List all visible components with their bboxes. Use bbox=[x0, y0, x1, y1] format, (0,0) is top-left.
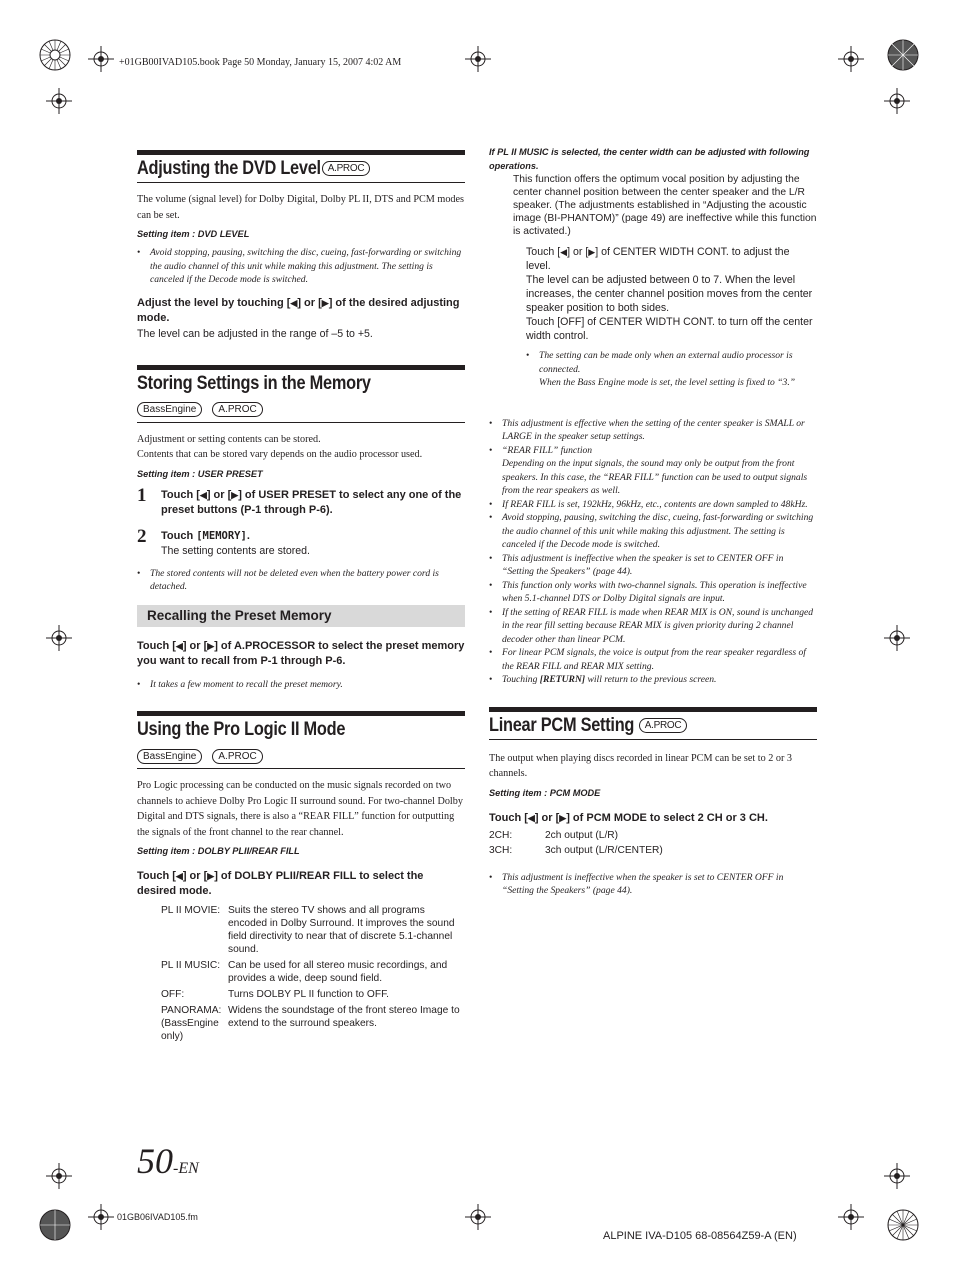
instr-text: ] of DOLBY PLII/REAR FILL to select the desired mode. bbox=[137, 870, 424, 897]
page-number-value: 50 bbox=[137, 1141, 173, 1181]
section-title: Linear PCM Setting bbox=[489, 714, 635, 736]
note-item bbox=[489, 673, 817, 687]
bassengine-badge: BassEngine bbox=[137, 749, 202, 764]
instr-text: ] or [ bbox=[182, 870, 208, 882]
mode-row bbox=[489, 829, 817, 842]
mode-desc: Suits the stereo TV shows and all programs encoded in Dolby Surround. It improves the sound field directivity to near that of discrete 5.1-channel sound. bbox=[228, 905, 455, 955]
left-arrow-icon: ◀ bbox=[199, 489, 207, 500]
crosshair-mark bbox=[465, 46, 491, 72]
left-arrow-icon: ◀ bbox=[175, 640, 183, 651]
right-arrow-icon: ▶ bbox=[559, 812, 567, 823]
recall-instruction bbox=[137, 639, 465, 669]
instr-text: ] or [ bbox=[567, 246, 589, 258]
mode-desc: Widens the soundstage of the front stereo Image to extend to the surround speakers. bbox=[228, 1005, 460, 1029]
left-arrow-icon: ◀ bbox=[290, 297, 298, 308]
crosshair-mark bbox=[884, 625, 910, 651]
prologic-mode-list bbox=[161, 904, 465, 1043]
note-text: “REAR FILL” function bbox=[502, 444, 593, 456]
memory-step-2 bbox=[137, 525, 465, 558]
book-info: +01GB00IVAD105.book Page 50 Monday, January 15, 2007 4:02 AM bbox=[119, 57, 402, 68]
aproc-badge: A.PROC bbox=[322, 161, 371, 176]
crosshair-mark bbox=[88, 1204, 114, 1230]
crosshair-mark bbox=[88, 46, 114, 72]
section-memory-heading bbox=[137, 365, 465, 397]
section-prologic-heading bbox=[137, 711, 465, 743]
memory-intro-2: Contents that can be stored vary depends on the audio processor used. bbox=[137, 449, 423, 460]
model-info: ALPINE IVA-D105 68-08564Z59-A (EN) bbox=[603, 1230, 797, 1242]
note-item: • This adjustment is effective when the setting of the center speaker is SMALL or LARGE in the speaker setup settings. bbox=[489, 417, 817, 444]
mode-row bbox=[161, 959, 465, 985]
right-arrow-icon: ▶ bbox=[231, 489, 239, 500]
center-width-off: Touch [OFF] of CENTER WIDTH CONT. to turn off the center width control. bbox=[526, 316, 813, 342]
note-item: • This function only works with two-channel signals. This operation is ineffective when 5.1-channel DTS or Dolby Digital signals are input. bbox=[489, 579, 817, 606]
sub-note-text: When the Bass Engine mode is set, the level setting is fixed to “3.” bbox=[539, 377, 796, 388]
instr-text: Touch [ bbox=[526, 246, 561, 258]
note-item: • If REAR FILL is set, 192kHz, 96kHz, etc., contents are down sampled to 48kHz. bbox=[489, 498, 817, 512]
instr-text: Touch [ bbox=[161, 488, 200, 501]
section-dvd-level-heading bbox=[137, 150, 465, 183]
dvd-level-instruction bbox=[137, 296, 465, 326]
bassengine-badge: BassEngine bbox=[137, 402, 202, 417]
right-arrow-icon: ▶ bbox=[207, 871, 215, 881]
dvd-level-range: The level can be adjusted in the range of –5 to +5. bbox=[137, 327, 373, 340]
memory-setting-item: Setting item : USER PRESET bbox=[137, 468, 263, 479]
right-arrow-icon: ▶ bbox=[588, 247, 596, 257]
registration-mark-bottom-left bbox=[38, 1208, 72, 1242]
crosshair-mark bbox=[46, 88, 72, 114]
left-arrow-icon: ◀ bbox=[560, 247, 568, 257]
right-column bbox=[489, 146, 817, 898]
instr-text: ] or [ bbox=[297, 296, 322, 309]
note-item: • Avoid stopping, pausing, switching the disc, cueing, fast-forwarding or switching the audio channel of this unit while making this adjustment. The setting is canceled if the Decode mode is switched. bbox=[489, 511, 817, 552]
memory-step-1 bbox=[137, 484, 465, 518]
instr-text: ] of PCM MODE to select 2 CH or 3 CH. bbox=[566, 811, 768, 824]
dvd-level-setting-item: Setting item : DVD LEVEL bbox=[137, 229, 250, 239]
aproc-badge: A.PROC bbox=[639, 718, 688, 733]
mode-term: PL II MUSIC: bbox=[161, 960, 221, 971]
step-text bbox=[161, 488, 465, 518]
instr-text: ] or [ bbox=[182, 639, 208, 652]
instr-text: ] of CENTER WIDTH CONT. to adjust the level. bbox=[526, 246, 790, 272]
instr-text: Touch [ bbox=[137, 639, 176, 652]
mode-row bbox=[161, 904, 465, 956]
section-pcm-heading bbox=[489, 707, 817, 740]
mode-term: 2CH: bbox=[489, 829, 513, 841]
page-number bbox=[137, 1140, 199, 1182]
right-arrow-icon: ▶ bbox=[207, 640, 215, 651]
prologic-setting-item: Setting item : DOLBY PLII/REAR FILL bbox=[137, 846, 300, 856]
recall-note: • It takes a few moment to recall the preset memory. bbox=[137, 678, 465, 692]
left-column bbox=[137, 150, 465, 1046]
memory-badges bbox=[137, 401, 465, 423]
memory-intro-1: Adjustment or setting contents can be stored. bbox=[137, 433, 321, 445]
memory-key-label: [MEMORY] bbox=[196, 529, 247, 542]
center-width-sub-note bbox=[526, 349, 817, 390]
left-arrow-icon: ◀ bbox=[527, 812, 535, 823]
note-item: • This adjustment is ineffective when the speaker is set to CENTER OFF in “Setting the Speakers” (page 44). bbox=[489, 552, 817, 579]
instr-text: . bbox=[246, 529, 250, 542]
section-title: Storing Settings in the Memory bbox=[137, 372, 371, 394]
prologic-badges bbox=[137, 747, 465, 769]
prologic-instruction bbox=[137, 869, 465, 899]
mode-desc: 3ch output (L/R/CENTER) bbox=[545, 844, 663, 856]
step-sub-text: The setting contents are stored. bbox=[161, 544, 310, 557]
note-text: will return to the previous screen. bbox=[585, 674, 717, 685]
center-width-range: The level can be adjusted between 0 to 7. When the level increases, the center channel position moves from the center speaker position to both sides. bbox=[526, 274, 813, 314]
instr-text: ] of the desired adjusting mode. bbox=[137, 296, 460, 324]
aproc-badge: A.PROC bbox=[212, 749, 262, 764]
mode-term: 3CH: bbox=[489, 844, 513, 856]
dvd-level-intro: The volume (signal level) for Dolby Digital, Dolby PL II, DTS and PCM modes can be set. bbox=[137, 194, 464, 221]
dvd-level-note: • Avoid stopping, pausing, switching the disc, cueing, fast-forwarding or switching the audio channel of this unit while making this adjustment. The setting is canceled if the Decode mode is switched. bbox=[137, 246, 465, 287]
note-text: Touching bbox=[502, 674, 540, 685]
crosshair-mark bbox=[465, 1204, 491, 1230]
note-item: • If the setting of REAR FILL is made when REAR MIX is ON, sound is unchanged in the rear fill setting because REAR MIX is given priority during 2 channel decoder other than linear PCM. bbox=[489, 606, 817, 647]
center-width-heading: If PL II MUSIC is selected, the center width can be adjusted with following operations. bbox=[489, 147, 810, 171]
recall-subheading: Recalling the Preset Memory bbox=[137, 605, 465, 627]
crosshair-mark bbox=[838, 46, 864, 72]
file-name: 01GB06IVAD105.fm bbox=[117, 1212, 198, 1222]
mode-row bbox=[161, 988, 465, 1001]
left-arrow-icon: ◀ bbox=[175, 871, 183, 881]
note-item bbox=[489, 444, 817, 498]
section-title: Using the Pro Logic II Mode bbox=[137, 719, 346, 740]
mode-desc: Can be used for all stereo music recordings, and provides a wide, deep sound field. bbox=[228, 960, 448, 984]
registration-mark-top-right bbox=[886, 38, 920, 72]
crosshair-mark bbox=[46, 1163, 72, 1189]
instr-text: ] or [ bbox=[206, 488, 232, 501]
instr-text: Touch [ bbox=[489, 811, 528, 824]
prologic-intro: Pro Logic processing can be conducted on the music signals recorded on two channels to achieve Dolby Pro Logic II surround sound. For two-channel Dolby Digital and DTS signals, there is also a “REAR FILL” function for outputting the signals of the front channel to the rear channel. bbox=[137, 780, 463, 838]
page-number-suffix: -EN bbox=[173, 1160, 199, 1177]
center-width-touch bbox=[526, 245, 817, 273]
crosshair-mark bbox=[838, 1204, 864, 1230]
mode-row bbox=[489, 844, 817, 857]
registration-mark-top-left bbox=[38, 38, 72, 72]
crosshair-mark bbox=[884, 1163, 910, 1189]
mode-desc: 2ch output (L/R) bbox=[545, 829, 619, 841]
sub-note-text: The setting can be made only when an external audio processor is connected. bbox=[539, 350, 793, 375]
step-number: 2 bbox=[137, 525, 147, 547]
mode-row bbox=[161, 1004, 465, 1043]
step-text bbox=[161, 529, 465, 544]
instr-text: Touch [ bbox=[137, 870, 176, 882]
pcm-note: • This adjustment is ineffective when the speaker is set to CENTER OFF in “Setting the Speakers” (page 44). bbox=[489, 871, 817, 898]
crosshair-mark bbox=[46, 625, 72, 651]
step-number: 1 bbox=[137, 484, 147, 506]
crosshair-mark bbox=[884, 88, 910, 114]
memory-note: • The stored contents will not be deleted even when the battery power cord is detached. bbox=[137, 567, 465, 594]
pcm-intro: The output when playing discs recorded in linear PCM can be set to 2 or 3 channels. bbox=[489, 752, 793, 779]
center-width-desc: This function offers the optimum vocal position by adjusting the center channel position between the center speaker and the L/R speaker. (The adjustments established in “Adjusting the acoustic image (BI-PHANTOM)” (page 49) are ineffective while this function is activated.) bbox=[513, 174, 817, 237]
mode-desc: Turns DOLBY PL II function to OFF. bbox=[228, 989, 389, 1000]
right-arrow-icon: ▶ bbox=[321, 297, 329, 308]
pcm-mode-list bbox=[489, 829, 817, 857]
pcm-setting-item: Setting item : PCM MODE bbox=[489, 787, 601, 798]
registration-mark-bottom-right bbox=[886, 1208, 920, 1242]
instr-text: ] or [ bbox=[534, 811, 560, 824]
aproc-badge: A.PROC bbox=[212, 402, 262, 417]
instr-text: ] of USER PRESET to select any one of the preset buttons (P-1 through P-6). bbox=[161, 488, 462, 516]
return-key-label: [RETURN] bbox=[539, 674, 586, 685]
mode-term: PL II MOVIE: bbox=[161, 905, 221, 916]
notes-list bbox=[489, 417, 817, 687]
instr-text: Adjust the level by touching [ bbox=[137, 296, 291, 309]
instr-text: ] of A.PROCESSOR to select the preset memory you want to recall from P-1 through P-6. bbox=[137, 639, 465, 667]
section-title: Adjusting the DVD Level bbox=[137, 158, 321, 179]
pcm-instruction bbox=[489, 811, 817, 826]
instr-text: Touch bbox=[161, 529, 197, 542]
mode-term: PANORAMA: (BassEngine only) bbox=[161, 1005, 222, 1042]
note-item: • For linear PCM signals, the voice is output from the rear speaker regardless of the REAR FILL and REAR MIX setting. bbox=[489, 646, 817, 673]
mode-term: OFF: bbox=[161, 989, 185, 1000]
note-text: Depending on the input signals, the sound may only be output from the front speakers. In this case, the “REAR FILL” function can be used to output signals from the rear speakers as well. bbox=[502, 458, 808, 496]
